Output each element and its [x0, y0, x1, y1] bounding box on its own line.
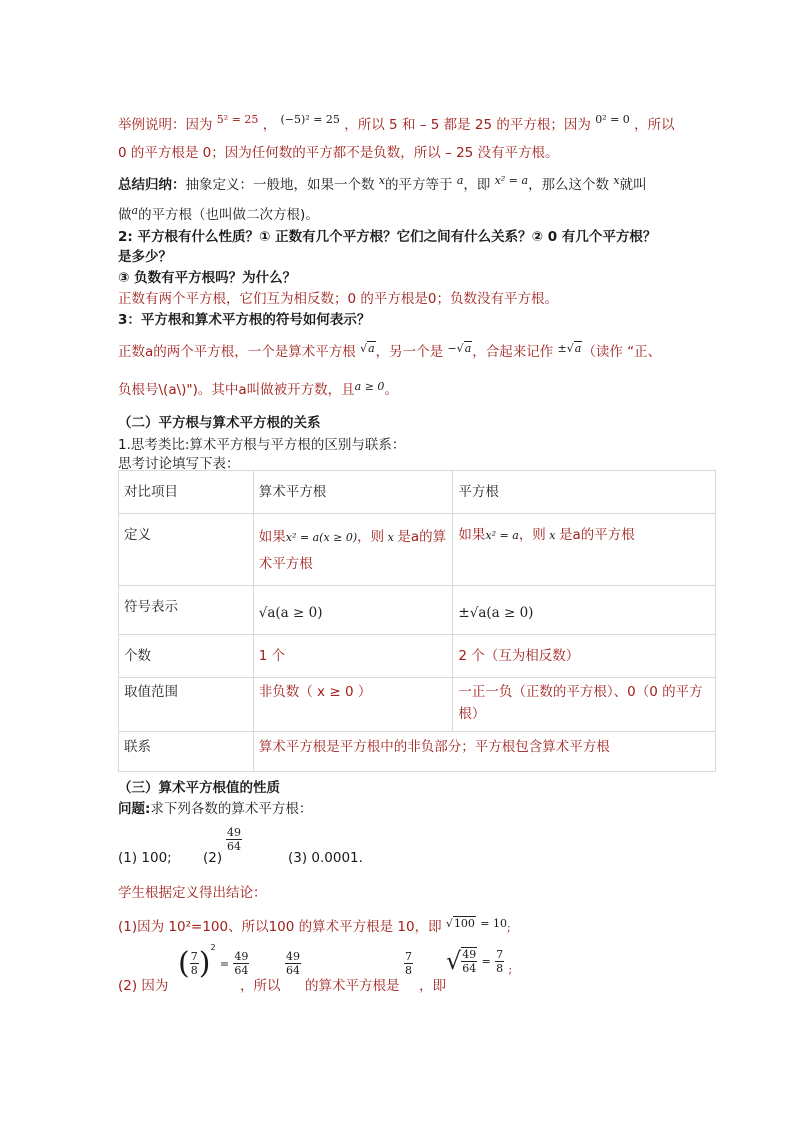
- table-row: [119, 471, 716, 514]
- section2-title: （二）平方根与算术平方根的关系: [118, 415, 321, 431]
- section3-question: 问题:求下列各数的算术平方根：: [118, 801, 313, 817]
- item-2-label: (2): [203, 850, 223, 866]
- eq-five-squared: 5² = 25: [216, 113, 259, 126]
- summary-line-2: 做$^a$的平方根（也叫做二次方根)。: [118, 204, 319, 223]
- item-1: (1) 100;: [118, 850, 172, 866]
- cell-def-arith: 如果x² = a(x ≥ 0)，则 x 是a的算 术平方根: [253, 514, 453, 586]
- sqrt-100: √100: [445, 917, 475, 930]
- sqrt-49-64-eq: √ $\frac{49}{64}$ = $\frac{7}{8}$ $_;$: [446, 947, 513, 976]
- table-row: [119, 514, 716, 586]
- pm-sqrt-a: ±√a: [557, 342, 582, 355]
- neg-sqrt-a: −√a: [447, 342, 472, 355]
- solution-1: (1)因为 10²=100、所以100 的算术平方根是 10，即 √100 $^{= 10}$;: [118, 917, 511, 935]
- cell-symbol-arith: √a(a ≥ 0): [253, 586, 453, 635]
- cell-range-sq: 一正一负（正数的平方根）、0（0 的平方 根）: [453, 678, 716, 732]
- item-3: (3) 0.0001.: [288, 850, 363, 866]
- row-label-relation: 联系: [119, 732, 254, 772]
- var-a: a: [456, 174, 464, 187]
- table-row: [119, 732, 716, 772]
- header-sq: 平方根: [453, 471, 716, 514]
- solution-2-arith: 的算术平方根是: [305, 978, 400, 994]
- section2-q2: 思考讨论填写下表：: [118, 456, 240, 472]
- cell-def-sq: 如果x² = a，则 x 是a的平方根: [453, 514, 716, 586]
- frac-7-8: $\frac{7}{8}$: [405, 950, 412, 977]
- summary-line-1: 总结归纳：抽象定义：一般地，如果一个数 $^x$的平方等于 $^a$，即 $^{x^2 = a}$，那么这个数 $^x$就叫: [118, 174, 647, 193]
- row-label-count: 个数: [119, 635, 254, 678]
- solution-2-so: ，所以: [240, 978, 281, 994]
- q2-answer: 正数有两个平方根，它们互为相反数；0 的平方根是0；负数没有平方根。: [118, 291, 558, 307]
- table-row: [119, 635, 716, 678]
- q2-line-2: 是多少？: [118, 249, 172, 265]
- paren-7-8-squared: ( $\frac{7}{8}$ )$^2$ = $\frac{49}{64}$: [178, 943, 249, 981]
- cell-range-arith: 非负数（ x ≥ 0 ）: [253, 678, 453, 732]
- row-label-symbol: 符号表示: [119, 586, 254, 635]
- eq-zero-squared: 0² = 0: [595, 113, 630, 126]
- solution-2-ie: ，即: [419, 978, 446, 994]
- solution-2: (2) 因为: [118, 978, 169, 994]
- q3-title: 3：平方根和算术平方根的符号如何表示？: [118, 312, 371, 328]
- cell-count-sq: 2 个（互为相反数）: [453, 635, 716, 678]
- var-x: x: [378, 174, 386, 187]
- row-label-range: 取值范围: [119, 678, 254, 732]
- section3-title: （三）算术平方根值的性质: [118, 780, 280, 796]
- cell-symbol-sq: ±√a(a ≥ 0): [453, 586, 716, 635]
- table-row: [119, 678, 716, 732]
- q2-line-1: 2: 平方根有什么性质？① 正数有几个平方根？它们之间有什么关系？② 0 有几个平方根？: [118, 229, 657, 245]
- cond-a-nonneg: a ≥ 0: [354, 380, 385, 393]
- example-line-1: 举例说明：因为 $^{5^2 = 25}$ ， $^{(-5)^2 = 25}$ ，所以 5 和 – 5 都是 25 的平方根；因为 $^{0^2 = 0}$ ，所以: [118, 113, 675, 133]
- table-row: [119, 586, 716, 635]
- section2-q1: 1.思考类比:算术平方根与平方根的区别与联系：: [118, 437, 406, 453]
- eq-x-squared-a: x² = a: [494, 174, 529, 187]
- q2-line-3: ③ 负数有平方根吗？为什么？: [118, 270, 297, 286]
- eq-neg-five-squared: (−5)² = 25: [280, 113, 340, 126]
- frac-49-64-b: $\frac{49}{64}$: [286, 950, 300, 977]
- comparison-table: [118, 470, 716, 772]
- frac-49-64: $\frac{49}{64}$: [227, 826, 241, 853]
- q3-answer-line-2: 负根号\(a\)")。其中a叫做被开方数，且$^{a \ge 0}$。: [118, 380, 398, 398]
- row-label-definition: 定义: [119, 514, 254, 586]
- header-arith: 算术平方根: [253, 471, 453, 514]
- q3-answer-line-1: 正数a的两个平方根，一个是算术平方根 √a，另一个是 −√a，合起来记作 ±√a（读作 “正、: [118, 342, 662, 360]
- conclusion: 学生根据定义得出结论：: [118, 885, 267, 901]
- example-line-2: 0 的平方根是 0；因为任何数的平方都不是负数，所以 – 25 没有平方根。: [118, 145, 559, 161]
- cell-count-arith: 1 个: [253, 635, 453, 678]
- sqrt-a: √a: [360, 342, 375, 355]
- cell-relation: 算术平方根是平方根中的非负部分；平方根包含算术平方根: [253, 732, 715, 772]
- header-item: 对比项目: [119, 471, 254, 514]
